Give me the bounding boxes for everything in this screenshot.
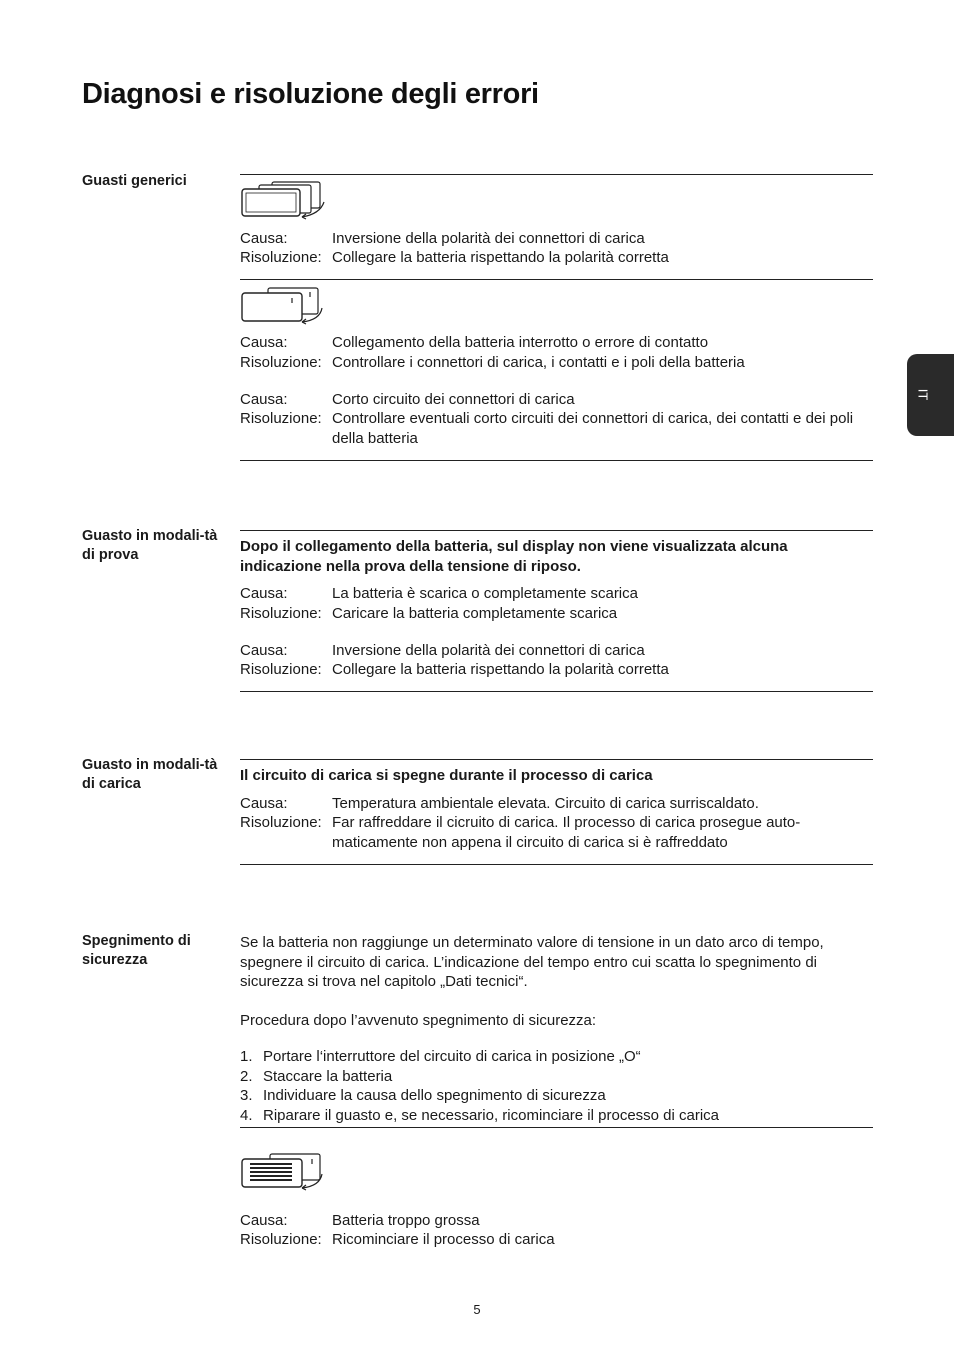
solution-text: Ricominciare il processo di carica bbox=[332, 1231, 555, 1248]
solution-row bbox=[240, 604, 873, 624]
cause-row bbox=[240, 641, 873, 661]
language-tab-label: IT bbox=[915, 388, 931, 401]
cause-row bbox=[240, 333, 873, 353]
cause-text: Inversione della polarità dei connettori di carica bbox=[332, 230, 645, 247]
cause-row bbox=[240, 584, 873, 604]
display-battery-too-large-icon bbox=[240, 1152, 330, 1192]
section-intro: Il circuito di carica si spegne durante il processo di carica bbox=[240, 767, 653, 784]
solution-text: Collegare la batteria rispettando la polarità corretta bbox=[332, 661, 669, 678]
list-item: 4. Riparare il guasto e, se necessario, ricominciare il processo di carica bbox=[240, 1106, 720, 1124]
cause-text: Batteria troppo grossa bbox=[332, 1212, 480, 1229]
divider bbox=[240, 530, 873, 531]
solution-row bbox=[240, 353, 873, 373]
solution-text: Collegare la batteria rispettando la polarità corretta bbox=[332, 249, 669, 266]
solution-row bbox=[240, 813, 873, 852]
cause-row bbox=[240, 794, 873, 814]
solution-text: Far raffreddare il cicruito di carica. Il processo di carica prosegue auto-maticamente non appena il circuito di carica si è raffreddato bbox=[332, 814, 801, 851]
cause-label: Causa: bbox=[240, 795, 288, 812]
divider bbox=[240, 279, 873, 280]
solution-label: Risoluzione: bbox=[240, 1231, 322, 1248]
solution-row bbox=[240, 409, 873, 448]
cause-label: Causa: bbox=[240, 1212, 288, 1229]
solution-label: Risoluzione: bbox=[240, 661, 322, 678]
procedure-steps bbox=[240, 1047, 873, 1125]
section-heading-generic: Guasti generici bbox=[82, 173, 187, 189]
page-number: 5 bbox=[473, 1302, 481, 1317]
divider bbox=[240, 460, 873, 461]
language-tab bbox=[907, 354, 954, 436]
divider bbox=[240, 691, 873, 692]
cause-text: Collegamento della batteria interrotto o errore di contatto bbox=[332, 334, 709, 351]
cause-label: Causa: bbox=[240, 585, 288, 602]
page-title: Diagnosi e risoluzione degli errori bbox=[82, 78, 539, 110]
cause-label: Causa: bbox=[240, 391, 288, 408]
solution-label: Risoluzione: bbox=[240, 410, 322, 427]
list-item: 3. Individuare la causa dello spegnimento di sicurezza bbox=[240, 1087, 606, 1104]
solution-label: Risoluzione: bbox=[240, 354, 322, 371]
solution-row bbox=[240, 1230, 873, 1250]
cause-row bbox=[240, 1211, 873, 1231]
solution-row bbox=[240, 660, 873, 680]
cause-text: La batteria è scarica o completamente scarica bbox=[332, 585, 638, 602]
solution-label: Risoluzione: bbox=[240, 605, 322, 622]
divider bbox=[240, 864, 873, 865]
list-item: 2. Staccare la batteria bbox=[240, 1067, 393, 1085]
solution-label: Risoluzione: bbox=[240, 814, 322, 831]
divider bbox=[240, 174, 873, 175]
divider bbox=[240, 1127, 873, 1128]
cause-row bbox=[240, 390, 873, 410]
section-intro: Dopo il collegamento della batteria, sul display non viene visualizzata alcuna indicazione nella prova della tensione di riposo. bbox=[240, 538, 788, 575]
list-item: 1. Portare l‘interruttore del circuito di carica in posizione „O“ bbox=[240, 1048, 641, 1065]
cause-text: Inversione della polarità dei connettori di carica bbox=[332, 642, 645, 659]
cause-label: Causa: bbox=[240, 230, 288, 247]
divider bbox=[240, 759, 873, 760]
solution-text: Caricare la batteria completamente scarica bbox=[332, 605, 618, 622]
section-heading-test-mode: Guasto in modali-tà di prova bbox=[82, 528, 218, 563]
safety-paragraph: Se la batteria non raggiunge un determinato valore di tensione in un dato arco di tempo, spegnere il circuito di carica. L’indicazione del tempo entro cui scatta lo spegnimento di sicurezza si trova nel capitolo „Dati tecnici“. bbox=[240, 934, 824, 990]
display-contact-error-icon bbox=[240, 286, 330, 326]
solution-text: Controllare i connettori di carica, i contatti e i poli della batteria bbox=[332, 354, 745, 371]
cause-row bbox=[240, 229, 873, 249]
cause-label: Causa: bbox=[240, 334, 288, 351]
solution-label: Risoluzione: bbox=[240, 249, 322, 266]
solution-text: Controllare eventuali corto circuiti dei connettori di carica, dei contatti e dei poli della batteria bbox=[332, 410, 854, 447]
procedure-intro: Procedura dopo l’avvenuto spegnimento di sicurezza: bbox=[240, 1012, 597, 1029]
section-heading-safety: Spegnimento di sicurezza bbox=[82, 933, 191, 968]
display-reverse-polarity-icon bbox=[240, 180, 330, 220]
solution-row bbox=[240, 248, 873, 268]
cause-text: Temperatura ambientale elevata. Circuito di carica surriscaldato. bbox=[332, 795, 759, 812]
cause-label: Causa: bbox=[240, 642, 288, 659]
cause-text: Corto circuito dei connettori di carica bbox=[332, 391, 575, 408]
section-heading-charge-mode: Guasto in modali-tà di carica bbox=[82, 757, 218, 792]
